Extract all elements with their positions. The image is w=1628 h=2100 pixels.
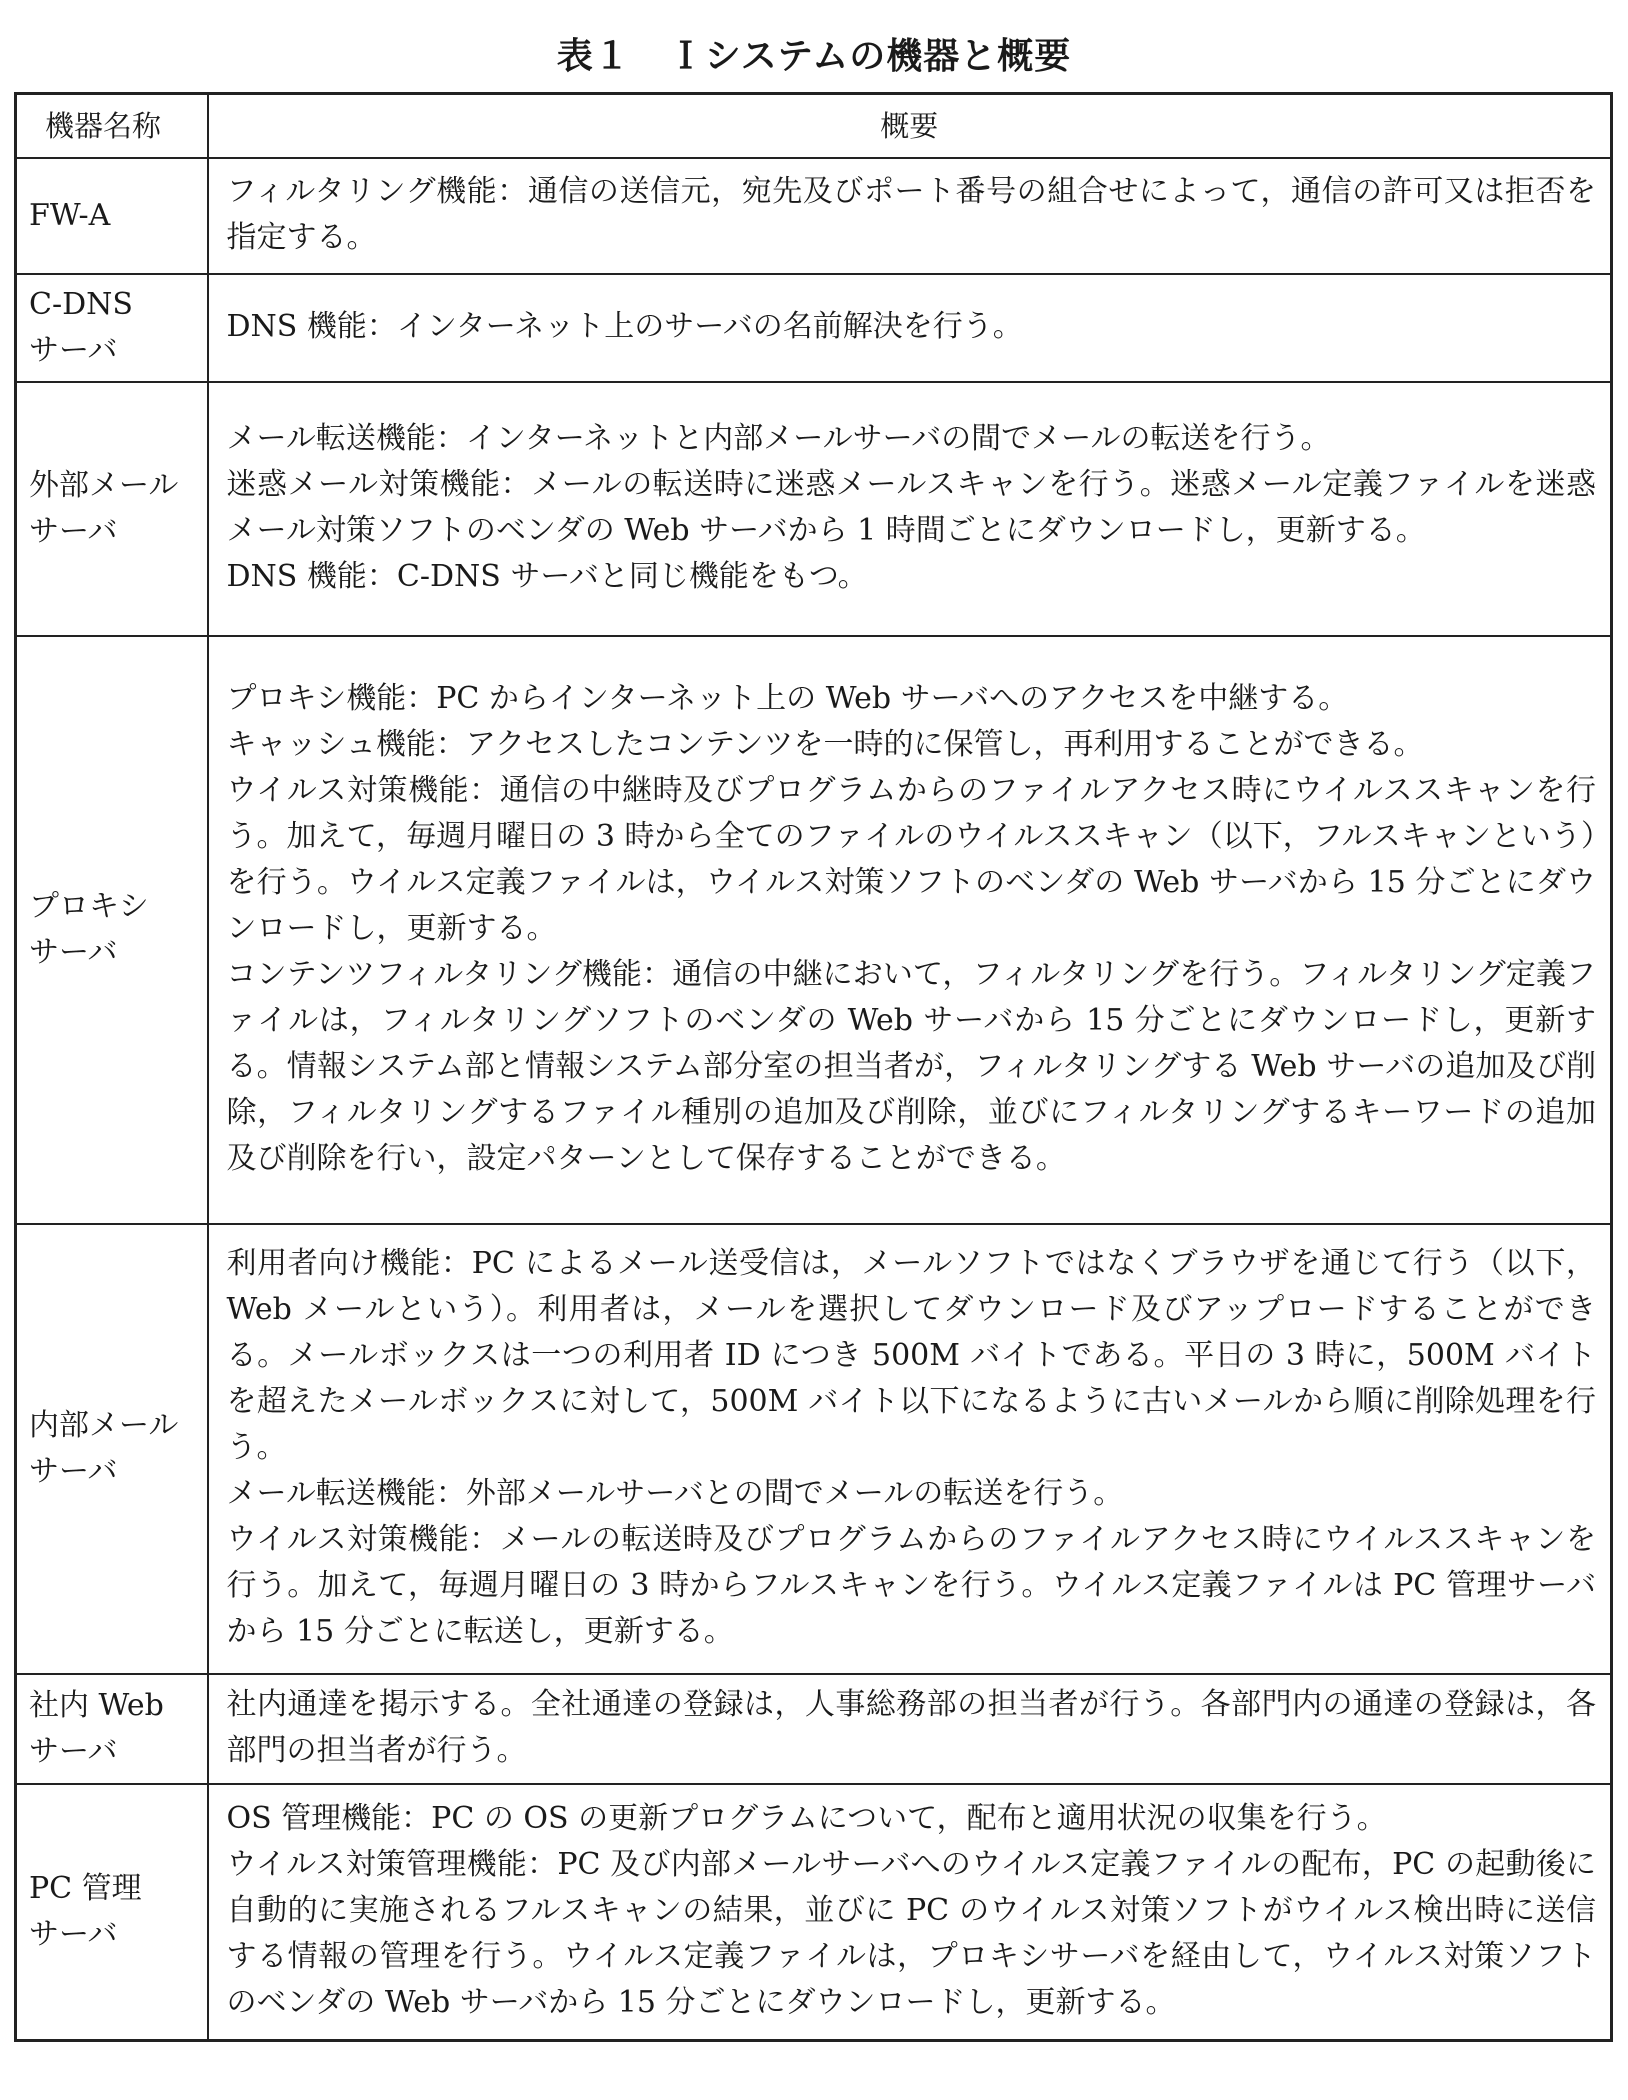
overview-cell — [208, 1224, 1612, 1674]
overview-paragraph: ウイルス対策機能：メールの転送時及びプログラムからのファイルアクセス時にウイルススキャンを行う。加えて，毎週月曜日の 3 時からフルスキャンを行う。ウイルス定義ファイルは PC 管理サーバから 15 分ごとに転送し，更新する。 — [226, 1522, 1596, 1649]
table-row — [16, 1224, 1612, 1674]
table-row — [16, 274, 1612, 382]
device-name-line: サーバ — [29, 1734, 118, 1769]
device-name-line: 内部メール — [29, 1408, 179, 1443]
overview-paragraph: ウイルス対策機能：通信の中継時及びプログラムからのファイルアクセス時にウイルススキャンを行う。加えて，毎週月曜日の 3 時から全てのファイルのウイルススキャン（以下，フルスキャンという）を行う。ウイルス定義ファイルは，ウイルス対策ソフトのベンダの Web サーバから 15 分ごとにダウンロードし，更新する。 — [226, 773, 1596, 946]
column-header-device-name: 機器名称 — [16, 94, 208, 159]
device-name-line: サーバ — [29, 935, 118, 970]
overview-cell — [208, 1784, 1612, 2040]
equipment-overview-table — [14, 92, 1613, 2042]
overview-cell — [208, 158, 1612, 274]
overview-paragraph: 迷惑メール対策機能：メールの転送時に迷惑メールスキャンを行う。迷惑メール定義ファイルを迷惑メール対策ソフトのベンダの Web サーバから 1 時間ごとにダウンロードし，更新する。 — [226, 467, 1596, 548]
overview-paragraph: メール転送機能：外部メールサーバとの間でメールの転送を行う。 — [226, 1476, 1124, 1511]
overview-paragraph: メール転送機能：インターネットと内部メールサーバの間でメールの転送を行う。 — [226, 421, 1331, 456]
device-name-cell — [16, 1224, 208, 1674]
table-caption: 表１ Ｉシステムの機器と概要 — [556, 36, 1072, 77]
overview-paragraph: ウイルス対策管理機能：PC 及び内部メールサーバへのウイルス定義ファイルの配布，PC の起動後に自動的に実施されるフルスキャンの結果，並びに PC のウイルス対策ソフトがウイルス検出時に送信する情報の管理を行う。ウイルス定義ファイルは，プロキシサーバを経由して，ウイルス対策ソフトのベンダの Web サーバから 15 分ごとにダウンロードし，更新する。 — [226, 1846, 1596, 2020]
column-header-overview: 概要 — [208, 94, 1612, 159]
device-name-line: プロキシ — [29, 889, 149, 924]
overview-paragraph: 利用者向け機能：PC によるメール送受信は，メールソフトではなくブラウザを通じて行う（以下，Web メールという）。利用者は，メールを選択してダウンロード及びアップロードすることができる。メールボックスは一つの利用者 ID につき 500M バイトである。平日の 3 時に，500M バイトを超えたメールボックスに対して，500M バイト以下になるように古いメールから順に削除処理を行う。 — [226, 1246, 1596, 1465]
device-name-line: サーバ — [29, 514, 118, 549]
device-name-cell — [16, 1674, 208, 1784]
table-row — [16, 636, 1612, 1224]
overview-paragraph: コンテンツフィルタリング機能：通信の中継において，フィルタリングを行う。フィルタリング定義ファイルは，フィルタリングソフトのベンダの Web サーバから 15 分ごとにダウンロードし，更新する。情報システム部と情報システム部分室の担当者が，フィルタリングする Web サーバの追加及び削除，フィルタリングするファイル種別の追加及び削除，並びにフィルタリングするキーワードの追加及び削除を行い，設定パターンとして保存することができる。 — [226, 957, 1596, 1176]
device-name-line: 社内 Web — [29, 1688, 164, 1723]
device-name-cell — [16, 158, 208, 274]
device-name-line: 外部メール — [29, 468, 179, 503]
overview-cell — [208, 1674, 1612, 1784]
table-row — [16, 1674, 1612, 1784]
overview-paragraph: OS 管理機能：PC の OS の更新プログラムについて，配布と適用状況の収集を行う。 — [226, 1800, 1387, 1836]
overview-cell — [208, 636, 1612, 1224]
overview-paragraph: 社内通達を掲示する。全社通達の登録は，人事総務部の担当者が行う。各部門内の通達の登録は，各部門の担当者が行う。 — [226, 1687, 1596, 1768]
device-name-line: サーバ — [29, 1916, 118, 1952]
table-row — [16, 1784, 1612, 2040]
table-row — [16, 382, 1612, 636]
table-row — [16, 158, 1612, 274]
overview-cell — [208, 274, 1612, 382]
device-name-line: サーバ — [29, 1454, 118, 1489]
overview-paragraph: フィルタリング機能：通信の送信元，宛先及びポート番号の組合せによって，通信の許可又は拒否を指定する。 — [226, 174, 1596, 255]
overview-cell — [208, 382, 1612, 636]
device-name-cell — [16, 274, 208, 382]
device-name-line: FW-A — [29, 198, 111, 233]
overview-paragraph: DNS 機能：インターネット上のサーバの名前解決を行う。 — [226, 309, 1023, 344]
device-name-cell — [16, 636, 208, 1224]
overview-paragraph: プロキシ機能：PC からインターネット上の Web サーバへのアクセスを中継する。 — [226, 681, 1349, 716]
device-name-cell — [16, 382, 208, 636]
overview-paragraph: キャッシュ機能：アクセスしたコンテンツを一時的に保管し，再利用することができる。 — [226, 727, 1424, 762]
device-name-line: PC 管理 — [29, 1870, 142, 1906]
overview-paragraph: DNS 機能：C-DNS サーバと同じ機能をもつ。 — [226, 559, 868, 594]
device-name-cell — [16, 1784, 208, 2040]
device-name-line: サーバ — [29, 333, 118, 368]
device-name-line: C-DNS — [29, 287, 133, 322]
header-row — [16, 94, 1612, 159]
